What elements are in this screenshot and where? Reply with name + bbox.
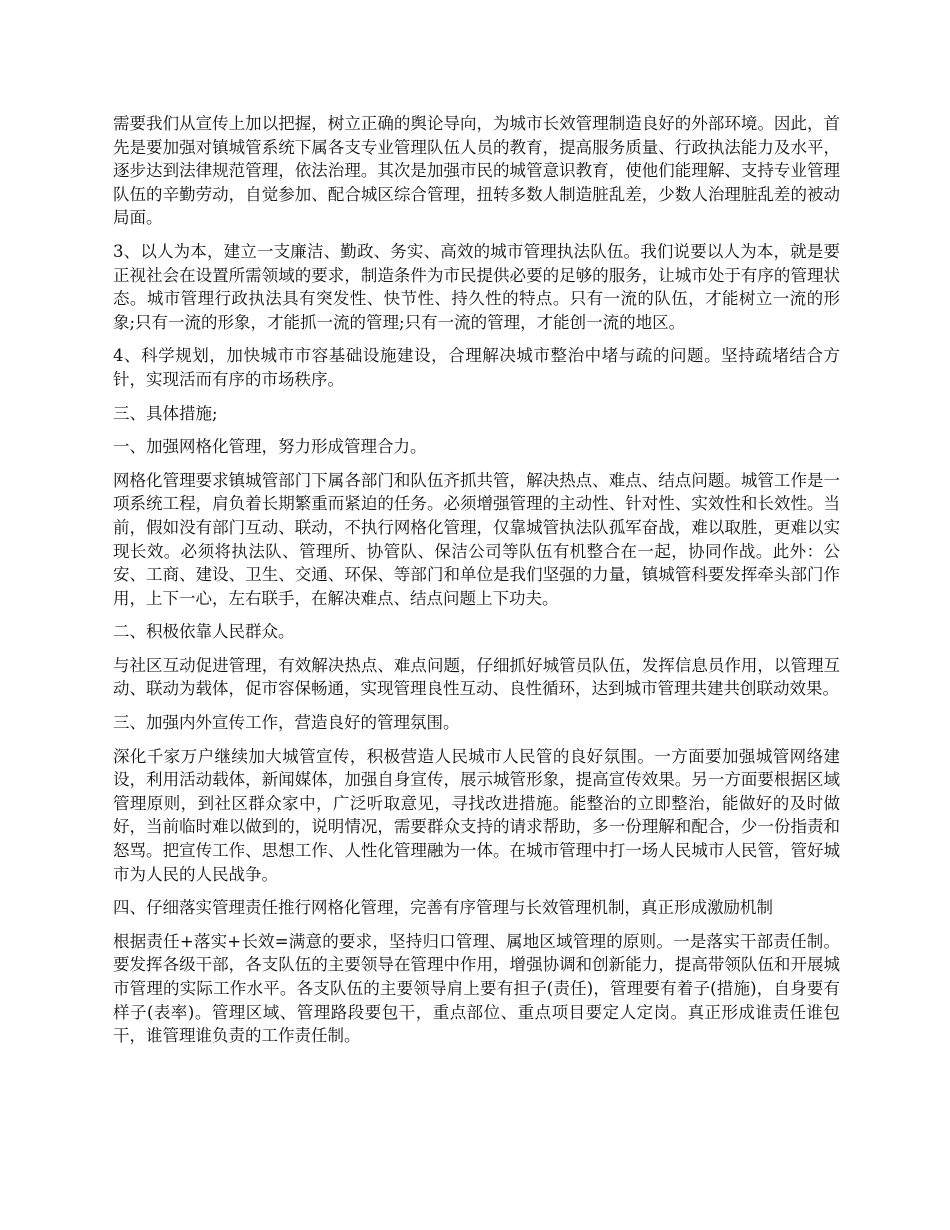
section-heading-measures: 三、具体措施; — [113, 403, 218, 423]
subheading-grid-management: 一、加强网格化管理，努力形成管理合力。 — [113, 437, 427, 457]
paragraph-publicity-work: 深化千家万户继续加大城管宣传，积极营造人民城市人民管的良好氛围。一方面要加强城管网络建设，利用活动载体，新闻媒体，加强自身宣传，展示城管形象，提高宣传效果。另一方面要根据区域管理原则，到社区群众家中，广泛听取意见，寻找改进措施。能整治的立即整治，能做好的及时做好，当前临时难以做到的，说明情况，需要群众支持的请求帮助，多一份理解和配合，少一份指责和怒骂。把宣传工作、思想工作、人性化管理融为一体。在城市管理中打一场人民城市人民管，管好城市为人民的人民战争。 — [113, 746, 840, 884]
document-body — [113, 112, 840, 1058]
paragraph-planning: 4、科学规划，加快城市市容基础设施建设，合理解决城市整治中堵与疏的问题。坚持疏堵结合方针，实现活而有序的市场秩序。 — [113, 346, 840, 389]
subheading-rely-on-people: 二、积极依靠人民群众。 — [113, 622, 295, 642]
paragraph-people-oriented: 3、以人为本，建立一支廉洁、勤政、务实、高效的城市管理执法队伍。我们说要以人为本，就是要正视社会在设置所需领域的要求，制造条件为市民提供必要的足够的服务，让城市处于有序的管理状态。城市管理行政执法具有突发性、快节性、持久性的特点。只有一流的队伍，才能树立一流的形象;只有一流的形象，才能抓一流的管理;只有一流的管理，才能创一流的地区。 — [113, 241, 840, 332]
paragraph-publicity: 需要我们从宣传上加以把握，树立正确的舆论导向，为城市长效管理制造良好的外部环境。因此，首先是要加强对镇城管系统下属各支专业管理队伍人员的教育，提高服务质量、行政执法能力及水平，逐步达到法律规范管理，依法治理。其次是加强市民的城管意识教育，使他们能理解、支持专业管理队伍的辛勤劳动，自觉参加、配合城区综合管理，扭转多数人制造脏乱差，少数人治理脏乱差的被动局面。 — [113, 114, 840, 228]
subheading-publicity-work: 三、加强内外宣传工作，营造良好的管理氛围。 — [113, 713, 460, 733]
subheading-responsibility: 四、仔细落实管理责任推行网格化管理，完善有序管理与长效管理机制，真正形成激励机制 — [113, 898, 773, 918]
paragraph-community-interaction: 与社区互动促进管理，有效解决热点、难点问题，仔细抓好城管员队伍，发挥信息员作用，以管理互动、联动为载体，促市容保畅通，实现管理良性互动、良性循环，达到城市管理共建共创联动效果。 — [113, 655, 840, 699]
paragraph-grid-management: 网格化管理要求镇城管部门下属各部门和队伍齐抓共管，解决热点、难点、结点问题。城管工作是一项系统工程，肩负着长期繁重而紧迫的任务。必须增强管理的主动性、针对性、实效性和长效性。当前，假如没有部门互动、联动，不执行网格化管理，仅靠城管执法队孤军奋战，难以取胜，更难以实现长效。必须将执法队、管理所、协管队、保洁公司等队伍有机整合在一起，协同作战。此外：公安、工商、建设、卫生、交通、环保、等部门和单位是我们坚强的力量，镇城管科要发挥牵头部门作用，上下一心，左右联手，在解决难点、结点问题上下功夫。 — [113, 470, 840, 608]
paragraph-responsibility: 根据责任+落实+长效=满意的要求，坚持归口管理、属地区域管理的原则。一是落实干部责任制。要发挥各级干部，各支队伍的主要领导在管理中作用，增强协调和创新能力，提高带领队伍和开展城市管理的实际工作水平。各支队伍的主要领导肩上要有担子(责任)，管理要有着子(措施)，自身要有样子(表率)。管理区域、管理路段要包干，重点部位、重点项目要定人定岗。真正形成谁责任谁包干，谁管理谁负责的工作责任制。 — [113, 931, 840, 1046]
